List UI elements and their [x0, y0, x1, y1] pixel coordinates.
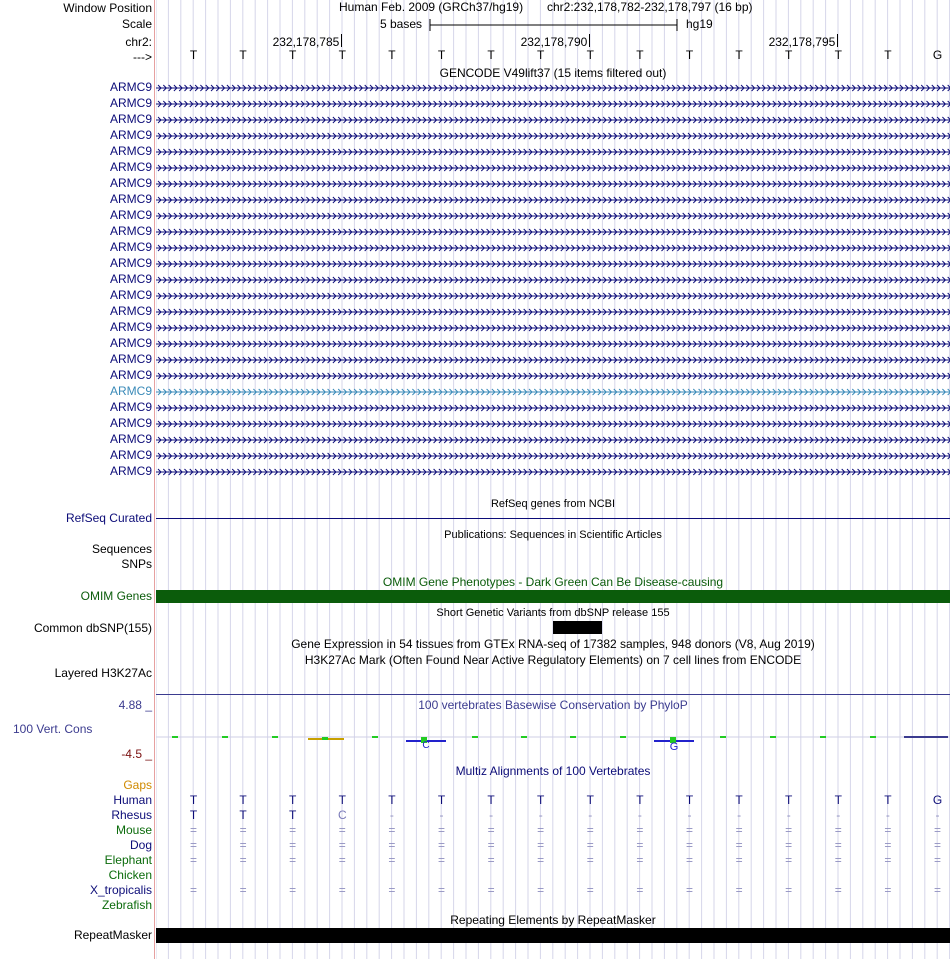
window-position-label: Window Position: [63, 1, 152, 15]
gene-label-armc9[interactable]: ARMC9: [109, 272, 152, 286]
alignment-base: =: [388, 838, 396, 852]
gene-transcript-row[interactable]: [156, 112, 950, 128]
sequences-label[interactable]: Sequences: [91, 542, 152, 556]
alignment-base: =: [785, 823, 793, 837]
alignment-base: =: [785, 853, 793, 867]
base-letter: T: [884, 48, 892, 62]
coord-tick-mark: [341, 34, 342, 47]
species-label-elephant[interactable]: Elephant: [104, 853, 152, 867]
gene-transcript-row[interactable]: [156, 160, 950, 176]
gene-transcript-row[interactable]: [156, 208, 950, 224]
alignment-base: =: [685, 838, 693, 852]
strand-label: --->: [133, 50, 152, 64]
base-letter: T: [685, 48, 694, 62]
alignment-base: =: [884, 838, 892, 852]
alignment-base: =: [289, 838, 297, 852]
alignment-base: =: [636, 823, 644, 837]
alignment-base: =: [785, 838, 793, 852]
gene-label-armc9[interactable]: ARMC9: [109, 96, 152, 110]
species-label-rhesus[interactable]: Rhesus: [111, 808, 152, 822]
alignment-base: =: [735, 853, 743, 867]
base-letter: T: [289, 48, 297, 62]
alignment-base: -: [389, 808, 394, 822]
alignment-base: =: [388, 853, 396, 867]
base-letter: T: [437, 48, 446, 62]
alignment-base: =: [537, 823, 545, 837]
gene-transcript-row[interactable]: [156, 464, 950, 480]
species-label-human[interactable]: Human: [113, 793, 152, 807]
alignment-base: T: [239, 808, 247, 822]
alignment-base: =: [685, 883, 693, 897]
alignment-base: T: [735, 793, 743, 807]
gene-label-armc9[interactable]: ARMC9: [109, 448, 152, 462]
base-letter: T: [735, 48, 743, 62]
multiz-title: Multiz Alignments of 100 Vertebrates: [455, 764, 651, 778]
repeatmasker-title: Repeating Elements by RepeatMasker: [450, 913, 656, 927]
alignment-base: =: [933, 838, 941, 852]
gene-transcript-row[interactable]: [156, 304, 950, 320]
gene-transcript-row[interactable]: [156, 400, 950, 416]
alignment-base: =: [289, 823, 297, 837]
gene-transcript-row[interactable]: [156, 448, 950, 464]
alignment-base: =: [487, 823, 495, 837]
alignment-base: G: [932, 793, 943, 807]
alignment-base: =: [189, 853, 197, 867]
gene-label-armc9[interactable]: ARMC9: [109, 224, 152, 238]
base-letter: T: [537, 48, 545, 62]
base-letter: G: [932, 48, 943, 62]
alignment-base: =: [437, 823, 445, 837]
alignment-base: -: [935, 808, 940, 822]
gene-label-armc9[interactable]: ARMC9: [109, 128, 152, 142]
alignment-base: T: [487, 793, 495, 807]
alignment-base: =: [537, 883, 545, 897]
phylop-max-label: 4.88 _: [118, 698, 152, 712]
alignment-base: T: [636, 793, 644, 807]
repeatmasker-label[interactable]: RepeatMasker: [73, 928, 152, 942]
alignment-base: =: [933, 853, 941, 867]
alignment-base: -: [489, 808, 494, 822]
phylop-title: 100 vertebrates Basewise Conservation by PhyloP: [418, 698, 688, 712]
publications-title: Publications: Sequences in Scientific Articles: [444, 529, 662, 541]
alignment-base: =: [289, 853, 297, 867]
base-letter: T: [586, 48, 594, 62]
alignment-base: =: [189, 838, 197, 852]
species-label-chicken[interactable]: Chicken: [108, 868, 152, 882]
gene-label-armc9[interactable]: ARMC9: [109, 432, 152, 446]
alignment-base: =: [735, 838, 743, 852]
alignment-base: =: [537, 853, 545, 867]
scale-label: Scale: [121, 17, 152, 31]
gene-label-armc9[interactable]: ARMC9: [109, 240, 152, 254]
track-area[interactable]: [156, 0, 950, 959]
alignment-base: =: [735, 883, 743, 897]
gene-label-armc9[interactable]: ARMC9: [109, 400, 152, 414]
gene-transcript-row[interactable]: [156, 432, 950, 448]
alignment-base: =: [338, 823, 346, 837]
dbsnp-label[interactable]: Common dbSNP(155): [33, 621, 152, 635]
dbsnp-title: Short Genetic Variants from dbSNP release 155: [436, 607, 670, 619]
alignment-base: =: [239, 853, 247, 867]
alignment-base: =: [636, 853, 644, 867]
alignment-base: =: [388, 883, 396, 897]
gencode-title: GENCODE V49lift37 (15 items filtered out): [439, 66, 667, 80]
alignment-base: =: [586, 823, 594, 837]
gene-label-armc9[interactable]: ARMC9: [109, 176, 152, 190]
base-letter: T: [834, 48, 842, 62]
gene-label-armc9[interactable]: ARMC9: [109, 464, 152, 478]
gene-label-armc9[interactable]: ARMC9: [109, 384, 152, 398]
alignment-base: T: [685, 793, 694, 807]
alignment-base: =: [933, 883, 941, 897]
alignment-base: T: [586, 793, 594, 807]
alignment-base: T: [834, 793, 842, 807]
refseq-label[interactable]: RefSeq Curated: [65, 511, 152, 525]
alignment-base: =: [735, 823, 743, 837]
alignment-base: T: [289, 793, 297, 807]
base-letter: T: [239, 48, 247, 62]
alignment-base: =: [388, 823, 396, 837]
label-divider: [154, 0, 155, 959]
svg-text:C: C: [422, 740, 430, 751]
gene-label-armc9[interactable]: ARMC9: [109, 304, 152, 318]
track-labels: [0, 0, 155, 959]
alignment-base: =: [636, 838, 644, 852]
alignment-base: T: [289, 808, 297, 822]
phylop-min-label: -4.5 _: [121, 747, 152, 761]
alignment-base: C: [337, 808, 347, 822]
omim-title: OMIM Gene Phenotypes - Dark Green Can Be Disease-causing: [382, 575, 724, 589]
alignment-base: =: [834, 853, 842, 867]
alignment-base: T: [239, 793, 247, 807]
species-label-x_tropicalis[interactable]: X_tropicalis: [89, 883, 152, 897]
alignment-base: =: [487, 838, 495, 852]
gene-label-armc9[interactable]: ARMC9: [109, 208, 152, 222]
position-text: chr2:232,178,782-232,178,797 (16 bp): [547, 0, 753, 14]
gene-label-armc9[interactable]: ARMC9: [109, 416, 152, 430]
alignment-base: =: [884, 823, 892, 837]
h3k27ac-title: H3K27Ac Mark (Often Found Near Active Regulatory Elements) on 7 cell lines from ENCODE: [304, 653, 802, 667]
alignment-base: =: [834, 823, 842, 837]
snps-label[interactable]: SNPs: [121, 557, 152, 571]
alignment-base: -: [737, 808, 742, 822]
alignment-base: =: [884, 883, 892, 897]
alignment-base: =: [239, 883, 247, 897]
gene-transcript-row[interactable]: [156, 256, 950, 272]
alignment-base: =: [437, 883, 445, 897]
species-label-mouse[interactable]: Mouse: [115, 823, 152, 837]
gene-label-armc9[interactable]: ARMC9: [109, 256, 152, 270]
alignment-base: =: [884, 853, 892, 867]
phylop-label[interactable]: 100 Vert. Cons: [13, 722, 93, 736]
coord-tick-mark: [837, 34, 838, 47]
species-label-dog[interactable]: Dog: [129, 838, 152, 852]
gene-transcript-row[interactable]: [156, 176, 950, 192]
gene-transcript-row[interactable]: [156, 352, 950, 368]
alignment-base: T: [437, 793, 446, 807]
alignment-base: =: [338, 853, 346, 867]
base-letter: T: [388, 48, 396, 62]
alignment-base: -: [786, 808, 791, 822]
refseq-gene-line[interactable]: [156, 518, 950, 519]
gene-label-armc9[interactable]: ARMC9: [109, 192, 152, 206]
alignment-base: T: [189, 793, 198, 807]
gene-transcript-row[interactable]: [156, 192, 950, 208]
alignment-base: =: [189, 883, 197, 897]
alignment-base: -: [538, 808, 543, 822]
alignment-base: =: [537, 838, 545, 852]
omim-label[interactable]: OMIM Genes: [80, 589, 152, 603]
gene-transcript-row[interactable]: [156, 272, 950, 288]
gene-label-armc9[interactable]: ARMC9: [109, 336, 152, 350]
gene-transcript-row[interactable]: [156, 416, 950, 432]
gene-transcript-row[interactable]: [156, 240, 950, 256]
coord-tick-mark: [589, 34, 590, 47]
base-letter: T: [636, 48, 644, 62]
alignment-base: -: [588, 808, 593, 822]
alignment-base: =: [586, 838, 594, 852]
alignment-base: -: [836, 808, 841, 822]
alignment-base: T: [785, 793, 793, 807]
alignment-base: =: [338, 838, 346, 852]
alignment-base: =: [834, 838, 842, 852]
alignment-base: =: [586, 883, 594, 897]
gaps-label[interactable]: Gaps: [123, 778, 152, 792]
base-letter: T: [338, 48, 346, 62]
alignment-base: =: [685, 853, 693, 867]
gene-transcript-row[interactable]: [156, 224, 950, 240]
svg-text:G: G: [669, 741, 679, 753]
alignment-base: =: [487, 853, 495, 867]
gtex-title: Gene Expression in 54 tissues from GTEx RNA-seq of 17382 samples, 948 donors (V8, Aug 2019): [291, 637, 815, 651]
chrom-label: chr2:: [125, 35, 152, 49]
gene-transcript-row[interactable]: [156, 288, 950, 304]
alignment-base: =: [636, 883, 644, 897]
alignment-base: =: [239, 823, 247, 837]
gene-label-armc9[interactable]: ARMC9: [109, 112, 152, 126]
alignment-base: =: [239, 838, 247, 852]
h3k27ac-label[interactable]: Layered H3K27Ac: [54, 666, 152, 680]
gene-transcript-row[interactable]: [156, 128, 950, 144]
db-text: hg19: [686, 17, 713, 31]
scale-bar: [429, 17, 679, 33]
alignment-base: -: [687, 808, 692, 822]
alignment-base: =: [338, 883, 346, 897]
repeatmasker-bar[interactable]: [156, 928, 950, 943]
coord-tick-label: 232,178,785: [272, 35, 340, 49]
alignment-base: =: [586, 853, 594, 867]
alignment-base: T: [388, 793, 396, 807]
gene-transcript-row[interactable]: [156, 144, 950, 160]
gene-transcript-row[interactable]: [156, 80, 950, 96]
h3k27ac-baseline: [156, 694, 950, 695]
omim-bar[interactable]: [156, 590, 950, 603]
alignment-base: =: [685, 823, 693, 837]
gene-transcript-row[interactable]: [156, 336, 950, 352]
gene-label-armc9[interactable]: ARMC9: [109, 160, 152, 174]
gene-transcript-row[interactable]: [156, 368, 950, 384]
alignment-base: =: [437, 853, 445, 867]
species-label-zebrafish[interactable]: Zebrafish: [101, 898, 152, 912]
gene-label-armc9[interactable]: ARMC9: [109, 320, 152, 334]
alignment-base: -: [637, 808, 642, 822]
gene-transcript-row[interactable]: [156, 320, 950, 336]
alignment-base: =: [289, 883, 297, 897]
gene-transcript-row[interactable]: [156, 96, 950, 112]
gene-label-armc9[interactable]: ARMC9: [109, 144, 152, 158]
gene-label-armc9[interactable]: ARMC9: [109, 288, 152, 302]
coord-tick-label: 232,178,795: [768, 35, 836, 49]
alignment-base: T: [884, 793, 892, 807]
alignment-base: T: [537, 793, 545, 807]
alignment-base: -: [885, 808, 890, 822]
refseq-title: RefSeq genes from NCBI: [490, 498, 616, 510]
base-letter: T: [487, 48, 495, 62]
alignment-base: =: [437, 838, 445, 852]
alignment-base: T: [189, 808, 198, 822]
alignment-base: =: [487, 883, 495, 897]
base-letter: T: [189, 48, 198, 62]
gene-label-armc9[interactable]: ARMC9: [109, 368, 152, 382]
alignment-base: =: [189, 823, 197, 837]
alignment-base: =: [785, 883, 793, 897]
gene-label-armc9[interactable]: ARMC9: [109, 80, 152, 94]
base-letter: T: [785, 48, 793, 62]
assembly-text: Human Feb. 2009 (GRCh37/hg19): [339, 0, 524, 14]
alignment-base: T: [338, 793, 346, 807]
scale-text: 5 bases: [380, 17, 423, 31]
phylop-graph: [156, 728, 950, 754]
gene-label-armc9[interactable]: ARMC9: [109, 352, 152, 366]
alignment-base: =: [834, 883, 842, 897]
dbsnp-variant-bar[interactable]: [553, 621, 602, 634]
gene-transcript-row[interactable]: [156, 384, 950, 400]
alignment-base: =: [933, 823, 941, 837]
alignment-base: -: [439, 808, 444, 822]
coord-tick-label: 232,178,790: [520, 35, 588, 49]
